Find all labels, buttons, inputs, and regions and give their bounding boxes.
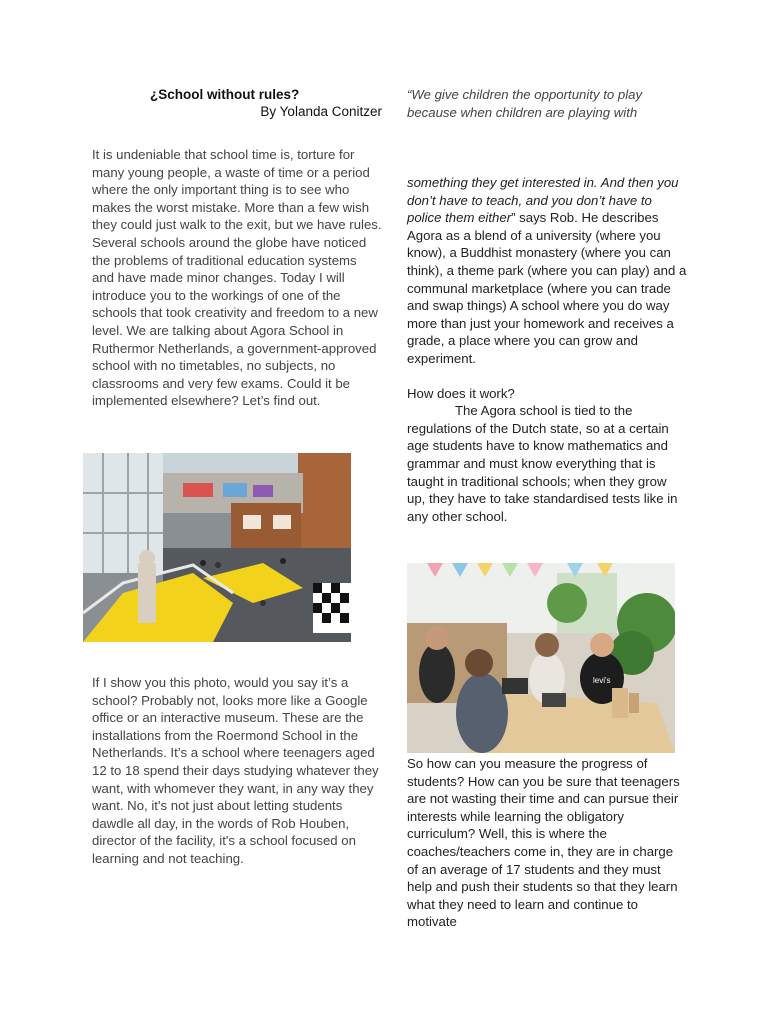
photo-paragraph: If I show you this photo, would you say it’s a school? Probably not, looks more like a Google office or an interactive museum. These are the installations from the Roermond School in the Netherlands. It’s a school where teenagers aged 12 to 18 spend their days studying whatever they want, with whomever they want, in any way they want. No, it's not just about letting students dawdle all day, in the words of Rob Houben, director of the facility, it's a school focused on learning and not teaching. xyxy=(92,675,379,866)
quote-attribution: ” says Rob. He describes Agora as a blend of a university (where you know), a Buddhist monastery (where you can think), a theme park (where you can play) and a communal marketplace (where you can trade and swap things) A school where you do way more than just your homework and receives a grade, a place where you can grow and experiment. xyxy=(407,210,687,366)
title-block xyxy=(92,86,382,120)
students-working-image xyxy=(407,563,675,753)
quote-continued-paragraph xyxy=(407,174,687,368)
right-column xyxy=(407,86,687,121)
how-paragraph: The Agora school is tied to the regulations of the Dutch state, so at a certain age students have to know mathematics and grammar and must know everything that is taught in traditional schools; when they grow up, they have to take standardised tests like in any other school. xyxy=(407,403,678,524)
intro-paragraph: It is undeniable that school time is, torture for many young people, a waste of time or a period where the only important thing is to see who makes the worst mistake. More than a few wish they could just walk to the exit, but we have rules. Several schools around the globe have noticed the problems of traditional education systems and have made minor changes. Today I will introduce you to the workings of one of the schools that took creativity and freedom to a new level. We are talking about Agora School in Ruthermor Netherlands, a government-approved school with no timetables, no subjects, no classrooms and very few exams. Could it be implemented elsewhere? Let’s find out. xyxy=(92,147,382,409)
right-column-continued xyxy=(407,174,687,525)
school-interior-photo xyxy=(83,453,351,642)
students-working-photo xyxy=(407,563,675,753)
how-heading: How does it work? xyxy=(407,385,515,401)
quote-top: “We give children the opportunity to play because when children are playing with xyxy=(407,87,643,120)
progress-paragraph: So how can you measure the progress of students? How can you be sure that teenagers are not wasting their time and can pursue their interests while learning the obligatory curriculum? Well, this is where the coaches/teachers come in, they are in charge of an average of 17 students and they must help and push their students so that they learn what they need to learn and continue to motivate xyxy=(407,756,680,930)
article-title: ¿School without rules? xyxy=(150,87,300,102)
school-interior-image xyxy=(83,453,351,642)
quote-continued: something they get interested in. And then you don’t have to teach, and you don’t have to police them either xyxy=(407,175,679,226)
shirt-logo: levi's xyxy=(593,676,611,685)
article-byline: By Yolanda Conitzer xyxy=(260,104,382,119)
left-column xyxy=(92,86,382,410)
